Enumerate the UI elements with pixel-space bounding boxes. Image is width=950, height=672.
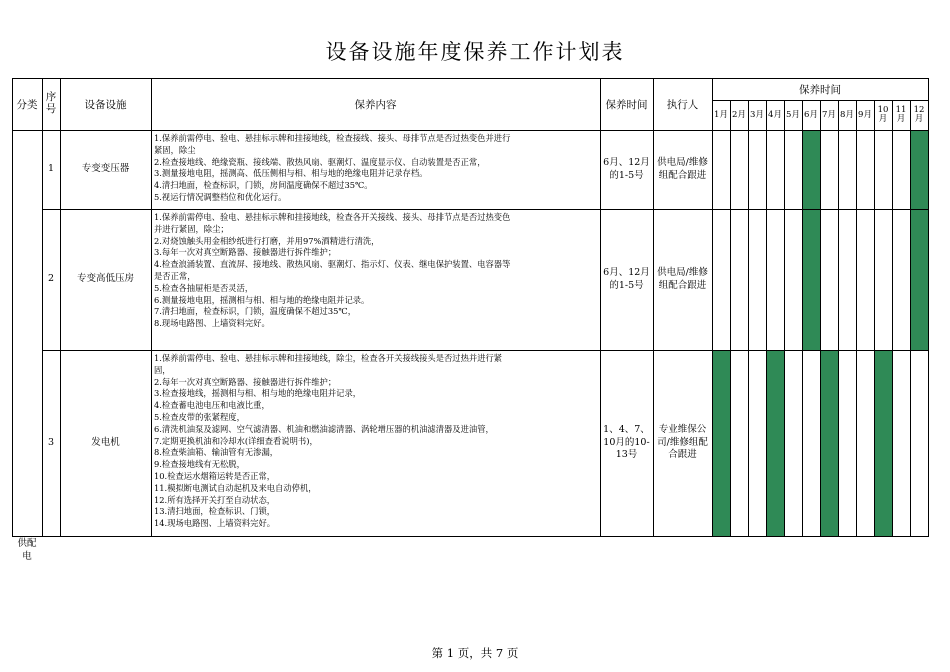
row1-executor: 供电局/维修组配合跟进	[657, 156, 708, 181]
month-header-10: 10月	[877, 105, 889, 124]
row1-seq: 1	[47, 163, 55, 175]
row3-time: 1、4、7、10月的10-13号	[603, 423, 650, 461]
month-header-6: 6月	[804, 109, 818, 120]
scheduled-month-cell	[911, 131, 928, 209]
month-header-11: 11月	[895, 105, 907, 124]
header-content: 保养内容	[354, 98, 397, 111]
grid-line	[820, 100, 821, 537]
grid-line	[766, 100, 767, 537]
month-header-9: 9月	[858, 109, 872, 120]
row3-executor: 专业维保公司/维修组配合跟进	[657, 423, 708, 461]
row1-time: 6月、12月的1-5号	[603, 156, 650, 181]
grid-line	[60, 78, 61, 537]
header-category: 分类	[16, 98, 38, 111]
grid-line	[874, 100, 875, 537]
header-seq: 序号	[45, 91, 57, 115]
page-footer: 第 1 页，共 7 页	[431, 646, 519, 660]
scheduled-month-cell	[803, 131, 820, 209]
row2-seq: 2	[47, 273, 55, 285]
scheduled-month-cell	[803, 210, 820, 350]
grid-line	[42, 78, 43, 537]
scheduled-month-cell	[875, 351, 892, 536]
header-time: 保养时间	[605, 98, 648, 111]
grid-line	[838, 100, 839, 537]
grid-line	[784, 100, 785, 537]
page-title: 设备设施年度保养工作计划表	[325, 40, 625, 64]
grid-line	[910, 100, 911, 537]
month-header-3: 3月	[750, 109, 764, 120]
header-schedule: 保养时间	[799, 83, 841, 96]
row2-executor: 供电局/维修组配合跟进	[657, 266, 708, 291]
month-header-8: 8月	[840, 109, 854, 120]
row3-seq: 3	[47, 436, 55, 448]
category-label: 供配电	[17, 538, 37, 562]
grid-line	[892, 100, 893, 537]
grid-line	[748, 100, 749, 537]
grid-line	[730, 100, 731, 537]
month-header-12: 12月	[913, 105, 925, 124]
row2-equipment: 专变高低压房	[76, 273, 134, 285]
grid-line	[712, 78, 713, 537]
header-executor: 执行人	[666, 98, 699, 111]
grid-line	[12, 78, 13, 537]
month-header-2: 2月	[732, 109, 746, 120]
scheduled-month-cell	[713, 351, 730, 536]
row3-equipment: 发电机	[91, 436, 120, 448]
scheduled-month-cell	[821, 351, 838, 536]
row2-content: 1.保养前需停电、验电、悬挂标示牌和挂接地线，检查各开关接线、接头、母排节点是否过热变色 并进行紧固，除尘； 2.对烧蚀触头用金相纱纸进行打磨，并用97%酒精进行清洗， 3.每年一次对真空断路器、接触器进行拆件维护； 4.检查浪涌装置、直流屏、接地线、散热风扇、驱潮灯、指示灯、仪表、继电保护装置、电容器等 是否正常， 5.检查各抽屉柜是否灵活， 6.测量接地电阻，摇测相与相、相与地的绝缘电阻并记录。 7.清扫地面，检查标识，门锁，温度确保不超过35℃， 8.现场电路图、上墙资料完好。	[154, 212, 511, 329]
month-header-1: 1月	[714, 109, 728, 120]
month-header-7: 7月	[822, 109, 836, 120]
row2-time: 6月、12月的1-5号	[603, 266, 650, 291]
row1-equipment: 专变变压器	[81, 163, 130, 175]
header-equipment: 设备设施	[84, 98, 127, 111]
grid-line	[856, 100, 857, 537]
scheduled-month-cell	[911, 210, 928, 350]
grid-line	[653, 78, 654, 537]
grid-line	[802, 100, 803, 537]
grid-line	[12, 78, 929, 79]
month-header-4: 4月	[768, 109, 782, 120]
scheduled-month-cell	[767, 351, 784, 536]
grid-line	[928, 78, 929, 537]
month-header-5: 5月	[786, 109, 800, 120]
row3-content: 1.保养前需停电、验电、悬挂标示牌和挂接地线，除尘，检查各开关接线接头是否过热并进行紧 固， 2.每年一次对真空断路器、接触器进行拆件维护； 3.检查接地线，摇测相与相、相与地的绝缘电阻并记录， 4.检查蓄电池电压和电液比重， 5.检查皮带的张紧程度， 6.清洗机油泵及滤网、空气滤清器、机油和燃油滤清器、涡轮增压器的机油滤清器及进油管， 7.定期更换机油和冷却水(详细查看说明书)， 8.检查柴油箱、输油管有无渗漏， 9.检查接地线有无松脱， 10.检查运水烟箱运转是否正常， 11.模拟断电测试自动起机及来电自动停机， 12.所有选择开关打至自动状态， 13.清扫地面，检查标识、门锁， 14.现场电路图、上墙资料完好。	[154, 353, 503, 529]
row1-content: 1.保养前需停电、验电、悬挂标示牌和挂接地线，检查接线、接头、母排节点是否过热变色并进行 紧固，除尘 2.检查接地线、绝缘瓷瓶、接线端、散热风扇、驱潮灯、温度显示仪、自动装置是否正常， 3.测量接地电阻，摇测高、低压侧相与相、相与地的绝缘电阻并记录存档。 4.清扫地面，检查标识，门锁，房间温度确保不超过35℃。 5.视运行情况调整档位和优化运行。	[154, 133, 511, 202]
grid-line	[12, 536, 929, 537]
